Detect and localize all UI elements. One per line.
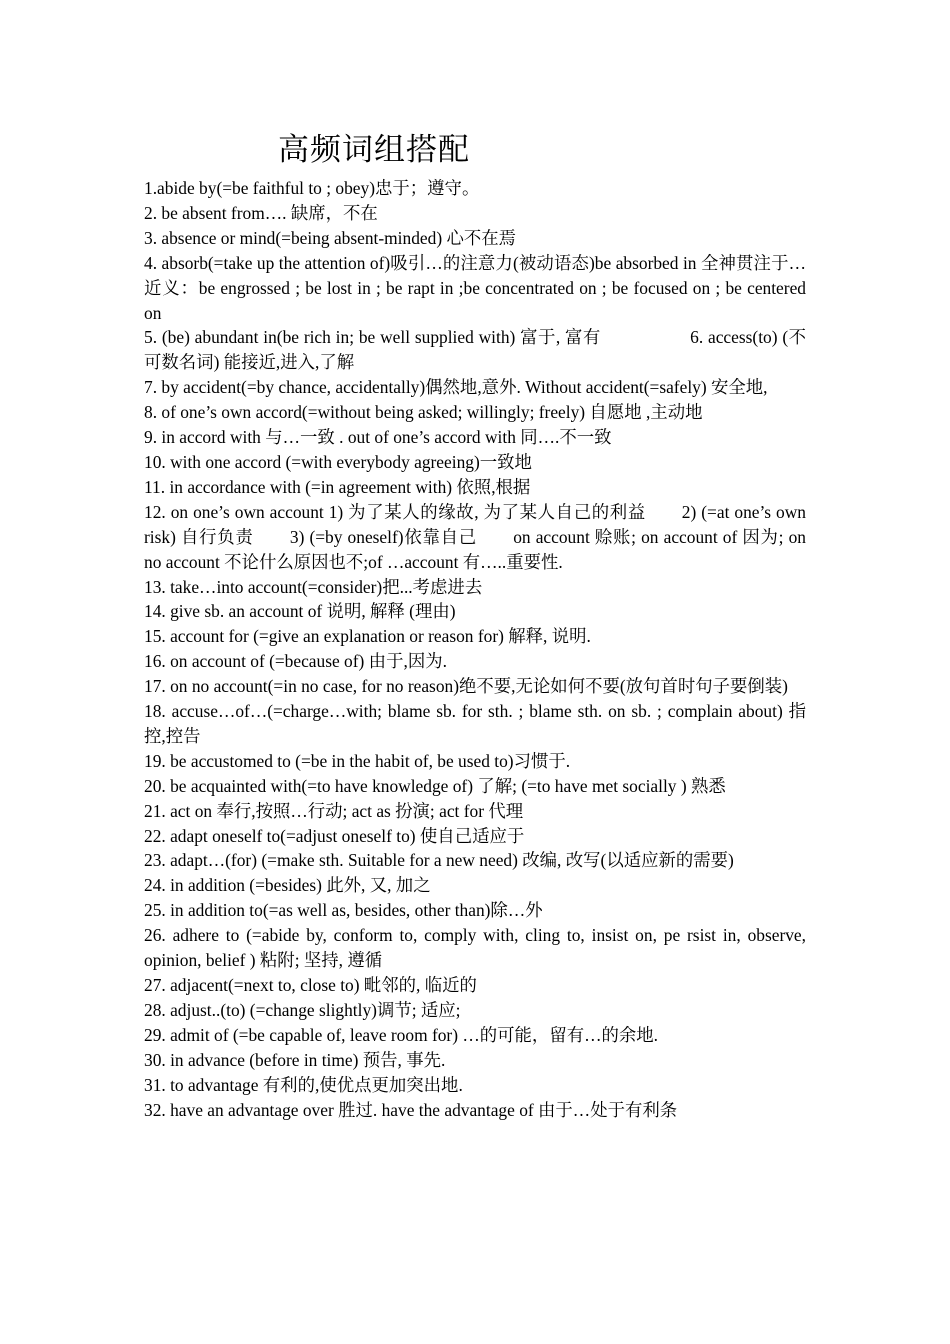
entry-30: 30. in advance (before in time) 预告, 事先. xyxy=(144,1049,446,1070)
entry-26: 26. adhere to (=abide by, conform to, comply with, cling to, insist on, pe rsist in, observe, opinion, belief ) 粘附; 坚持, 遵循 xyxy=(144,925,806,971)
entry-3: 3. absence or mind(=being absent-minded) 心不在焉 xyxy=(144,227,517,248)
entry-10: 10. with one accord (=with everybody agreeing)一致地 xyxy=(144,451,532,472)
entry-19: 19. be accustomed to (=be in the habit of, be used to)习惯于. xyxy=(144,750,571,771)
entry-12: 12. on one’s own account 1) 为了某人的缘故, 为了某人自己的利益 2) (=at one’s own risk) 自行负责 3) (=by oneself)依靠自己 on account 赊账; on account of 因为; on no account 不论什么原因也不;of …account 有…..重要性. xyxy=(144,501,806,572)
document-page xyxy=(144,128,841,1122)
entry-17: 17. on no account(=in no case, for no reason)绝不要,无论如何不要(放句首时句子要倒装) xyxy=(144,676,788,697)
entry-27: 27. adjacent(=next to, close to) 毗邻的, 临近的 xyxy=(144,975,477,995)
entry-list xyxy=(144,176,841,1122)
entry-2: 2. be absent from…. 缺席，不在 xyxy=(144,202,378,223)
entry-29: 29. admit of (=be capable of, leave room for) …的可能，留有…的余地. xyxy=(144,1024,659,1045)
entry-22: 22. adapt oneself to(=adjust oneself to) 使自己适应于 xyxy=(144,825,525,846)
entry-4: 4. absorb(=take up the attention of)吸引…的注意力(被动语态)be absorbed in 全神贯注于… 近义：be engrossed ; be lost in ; be rapt in ;be concentrated on ; be focused on ; be centered on xyxy=(144,252,841,323)
entry-23: 23. adapt…(for) (=make sth. Suitable for a new need) 改编, 改写(以适应新的需要) xyxy=(144,850,734,871)
entry-1: 1.abide by(=be faithful to ; obey)忠于；遵守。 xyxy=(144,178,480,198)
entry-31: 31. to advantage 有利的,使优点更加突出地. xyxy=(144,1074,463,1095)
entry-8: 8. of one’s own accord(=without being asked; willingly; freely) 自愿地 ,主动地 xyxy=(144,402,703,423)
entry-15: 15. account for (=give an explanation or reason for) 解释, 说明. xyxy=(144,626,591,647)
entry-20: 20. be acquainted with(=to have knowledge of) 了解; (=to have met socially ) 熟悉 xyxy=(144,775,726,796)
entry-5-6: 5. (be) abundant in(be rich in; be well supplied with) 富于, 富有 6. access(to) (不可数名词) 能接近,进入,了解 xyxy=(144,327,806,373)
entry-9: 9. in accord with 与…一致 . out of one’s accord with 同….不一致 xyxy=(144,427,612,448)
entry-13: 13. take…into account(=consider)把...考虑进去 xyxy=(144,576,483,597)
entry-32: 32. have an advantage over 胜过. have the advantage of 由于…处于有利条 xyxy=(144,1099,678,1120)
entry-18: 18. accuse…of…(=charge…with; blame sb. for sth. ; blame sth. on sb. ; complain about) 指控,控告 xyxy=(144,701,806,746)
entry-11: 11. in accordance with (=in agreement with) 依照,根据 xyxy=(144,476,531,497)
entry-25: 25. in addition to(=as well as, besides, other than)除…外 xyxy=(144,900,543,921)
entry-14: 14. give sb. an account of 说明, 解释 (理由) xyxy=(144,601,456,622)
document-title: 高频词组搭配 xyxy=(278,132,470,167)
entry-21: 21. act on 奉行,按照…行动; act as 扮演; act for 代理 xyxy=(144,800,524,821)
entry-16: 16. on account of (=because of) 由于,因为. xyxy=(144,651,447,672)
entry-28: 28. adjust..(to) (=change slightly)调节; 适应; xyxy=(144,999,461,1020)
entry-7: 7. by accident(=by chance, accidentally)偶然地,意外. Without accident(=safely) 安全地, xyxy=(144,377,768,398)
entry-24: 24. in addition (=besides) 此外, 又, 加之 xyxy=(144,875,431,896)
